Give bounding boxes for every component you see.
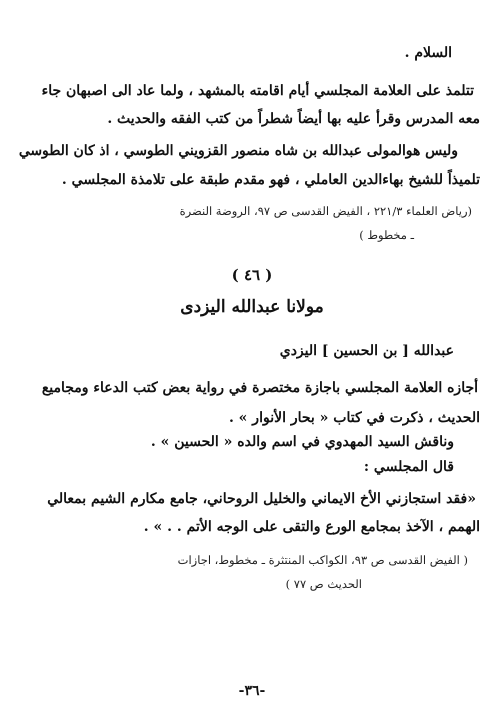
reference-note-1-line1: (رياض العلماء ٢٢١/٣ ، الفيض القدسى ص ٩٧، الروضة النضرة	[179, 204, 472, 218]
page-number: -٣٦-	[238, 683, 266, 699]
reference-note-2-line1: ( الفيض القدسى ص ٩٣، الكواكب المنتثرة ـ مخطوط، اجازات	[177, 553, 468, 567]
para1-line2: تتلمذ على العلامة المجلسي أيام اقامته بالمشهد ، ولما عاد الى اصبهان جاء	[41, 83, 474, 99]
para1-line3: معه المدرس وقرأ عليه بها أيضاً شطراً من كتب الفقه والحديث .	[107, 111, 480, 127]
para3-line1: أجازه العلامة المجلسي باجازة مختصرة في رواية بعض كتب الدعاء ومجاميع	[41, 380, 478, 396]
para3-line2: الحديث ، ذكرت في كتاب « بحار الأنوار » .	[228, 410, 480, 426]
para1-line1: السلام .	[404, 45, 452, 61]
entry-title: مولانا عبدالله اليزدى	[180, 297, 324, 317]
para3-line3: وناقش السيد المهدوي في اسم والده « الحسين » .	[150, 434, 454, 450]
reference-note-1-line2: ـ مخطوط )	[359, 228, 414, 242]
entry-name-line: عبدالله [ بن الحسين ] اليزدي	[279, 343, 454, 359]
para3-line5: «فقد استجازني الأخ الايماني والخليل الروحاني، جامع مكارم الشيم بمعالي	[47, 491, 476, 507]
para3-line6: الهمم ، الآخذ بمجامع الورع والتقى على الوجه الأتم . . » .	[143, 519, 480, 535]
entry-number: ( ٤٦ )	[231, 266, 273, 284]
para3-line4: قال المجلسي :	[363, 459, 454, 475]
para2-line1: وليس هوالمولى عبدالله بن شاه منصور القزويني الطوسي ، اذ كان الطوسي	[18, 143, 458, 159]
para2-line2: تلميذاً للشيخ بهاءالدين العاملي ، فهو مقدم طبقة على تلامذة المجلسي .	[61, 172, 480, 188]
reference-note-2-line2: الحديث ص ٧٧ )	[285, 577, 362, 591]
